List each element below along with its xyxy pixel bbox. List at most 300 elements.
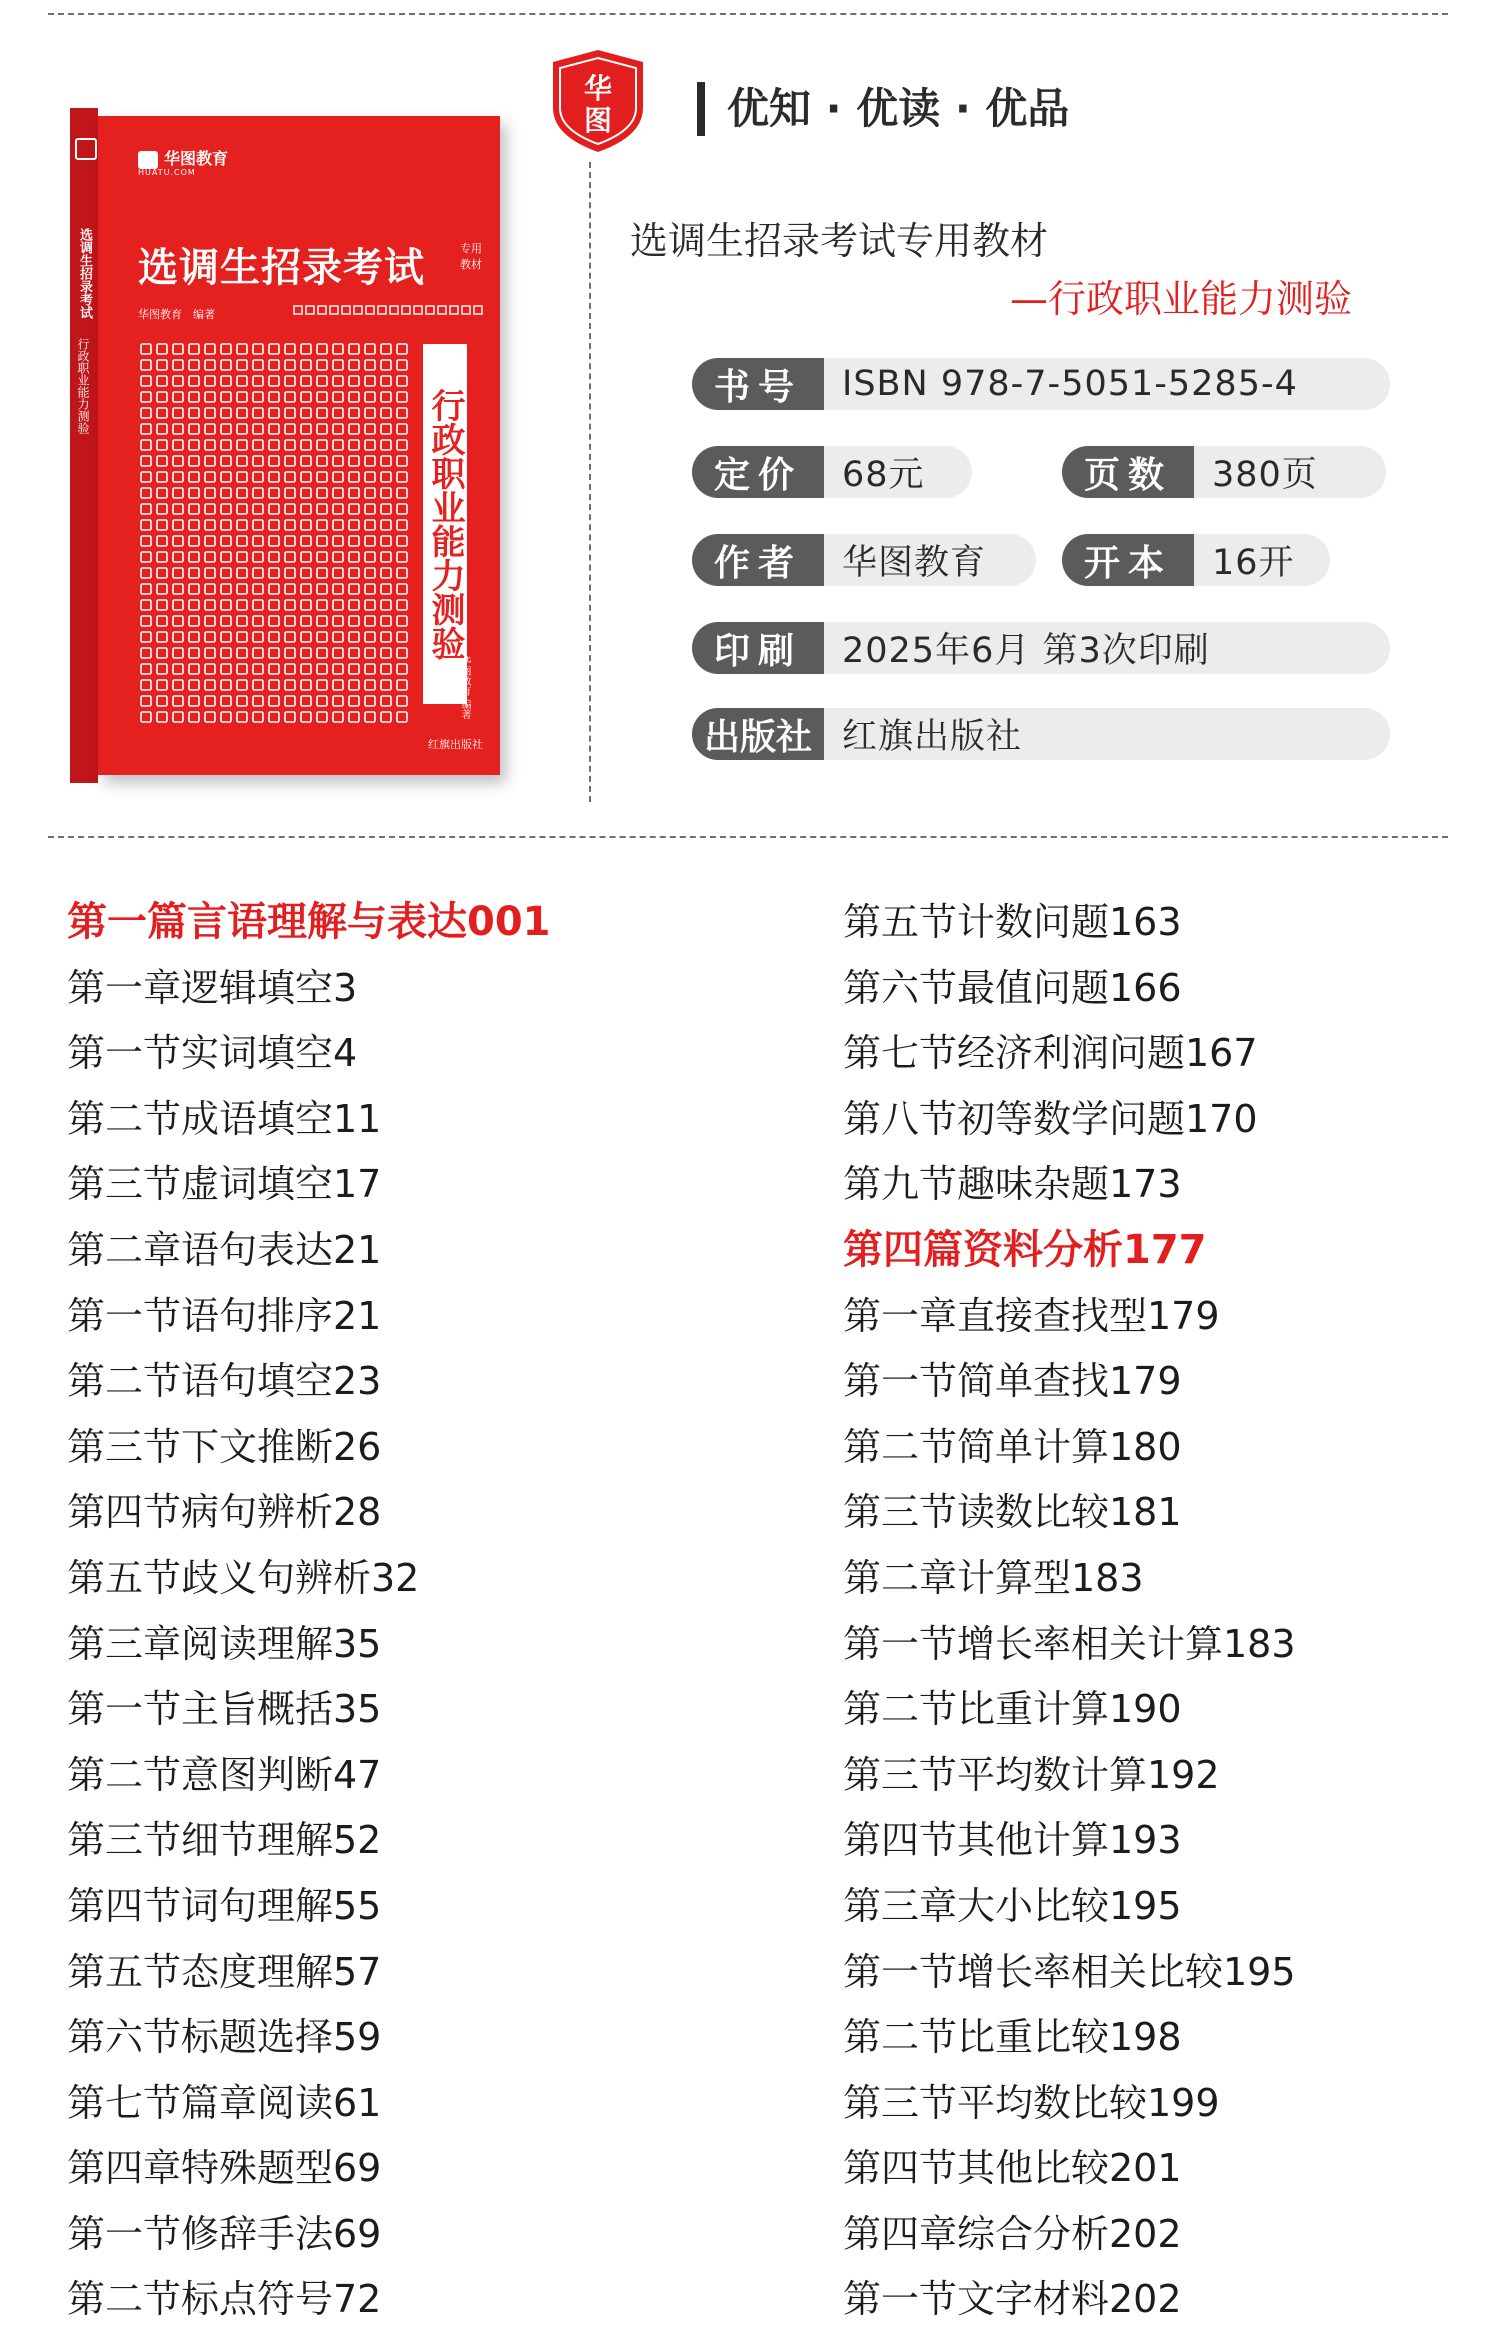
cover-grid-cell — [269, 376, 279, 386]
cover-grid-cell — [397, 456, 407, 466]
cover-grid-cell — [237, 632, 247, 642]
cover-grid-cell — [365, 392, 375, 402]
cover-grid-cell — [205, 632, 215, 642]
cover-grid-cell — [157, 488, 167, 498]
cover-grid-cell — [397, 408, 407, 418]
cover-grid-cell — [349, 424, 359, 434]
cover-grid-cell — [397, 536, 407, 546]
cover-grid-cell — [365, 536, 375, 546]
cover-grid-cell — [397, 360, 407, 370]
cover-grid-cell — [301, 632, 311, 642]
cover-grid-cell — [397, 648, 407, 658]
toc-part-heading: 第四篇资料分析177 — [843, 1226, 1207, 1273]
cover-grid-cell — [349, 712, 359, 722]
cover-grid-cell — [205, 472, 215, 482]
cover-grid-cell — [157, 664, 167, 674]
cover-grid-cell — [301, 344, 311, 354]
cover-grid-cell — [333, 616, 343, 626]
toc-item: 第五节歧义句辨析32 — [67, 1555, 420, 1600]
cover-dot-cell — [426, 306, 434, 314]
toc-item: 第六节标题选择59 — [67, 2015, 382, 2060]
cover-grid-cell — [317, 488, 327, 498]
cover-grid-cell — [237, 360, 247, 370]
cover-grid-cell — [205, 440, 215, 450]
cover-grid-cell — [221, 584, 231, 594]
book-cover — [70, 108, 500, 783]
cover-grid-cell — [157, 504, 167, 514]
cover-grid-cell — [173, 408, 183, 418]
cover-grid-cell — [253, 616, 263, 626]
cover-grid-cell — [333, 376, 343, 386]
cover-grid-cell — [301, 360, 311, 370]
cover-grid-cell — [173, 616, 183, 626]
cover-grid-cell — [333, 520, 343, 530]
pages-label: 页数 — [1062, 446, 1194, 498]
cover-grid-cell — [365, 712, 375, 722]
cover-grid-cell — [189, 584, 199, 594]
cover-grid-cell — [221, 456, 231, 466]
cover-grid-cell — [269, 424, 279, 434]
cover-grid-cell — [269, 392, 279, 402]
cover-grid-cell — [317, 472, 327, 482]
cover-grid-cell — [253, 648, 263, 658]
cover-grid-cell — [189, 440, 199, 450]
slogan: 优知 · 优读 · 优品 — [727, 84, 1070, 133]
cover-grid-cell — [205, 568, 215, 578]
cover-grid-cell — [333, 568, 343, 578]
toc-item: 第三节虚词填空17 — [67, 1162, 382, 1207]
cover-grid-cell — [141, 648, 151, 658]
cover-grid-cell — [301, 376, 311, 386]
cover-grid-cell — [317, 632, 327, 642]
cover-grid-cell — [317, 600, 327, 610]
cover-grid-cell — [189, 536, 199, 546]
toc-item: 第一章直接查找型179 — [843, 1293, 1220, 1338]
cover-grid-cell — [253, 472, 263, 482]
cover-grid-cell — [189, 504, 199, 514]
cover-grid-cell — [269, 632, 279, 642]
cover-grid-cell — [205, 360, 215, 370]
cover-grid-cell — [333, 440, 343, 450]
cover-grid-cell — [333, 536, 343, 546]
cover-grid-cell — [221, 552, 231, 562]
cover-grid-cell — [269, 600, 279, 610]
book-front — [98, 116, 500, 775]
cover-grid-cell — [221, 408, 231, 418]
cover-grid-cell — [141, 520, 151, 530]
cover-grid-cell — [285, 344, 295, 354]
cover-grid-cell — [349, 360, 359, 370]
cover-grid-cell — [381, 632, 391, 642]
isbn-label: 书号 — [692, 358, 824, 410]
publisher-label: 出版社 — [692, 708, 824, 760]
cover-grid-cell — [189, 408, 199, 418]
cover-grid-cell — [269, 680, 279, 690]
cover-grid-cell — [205, 696, 215, 706]
cover-grid-cell — [285, 632, 295, 642]
cover-grid-cell — [397, 584, 407, 594]
cover-grid-cell — [381, 584, 391, 594]
cover-brand: 华图教育 — [164, 149, 229, 168]
cover-dot-cell — [342, 306, 350, 314]
cover-grid-cell — [253, 680, 263, 690]
cover-grid-cell — [333, 344, 343, 354]
cover-grid-cell — [397, 392, 407, 402]
cover-grid-cell — [381, 376, 391, 386]
cover-grid-cell — [317, 344, 327, 354]
cover-grid-cell — [381, 456, 391, 466]
cover-grid-cell — [269, 664, 279, 674]
cover-grid-cell — [269, 584, 279, 594]
cover-grid-cell — [365, 680, 375, 690]
cover-grid-cell — [285, 456, 295, 466]
cover-grid-cell — [349, 456, 359, 466]
cover-grid-cell — [141, 536, 151, 546]
cover-grid-cell — [189, 520, 199, 530]
cover-grid-cell — [253, 408, 263, 418]
cover-grid-cell — [205, 648, 215, 658]
spine-subject: 行政职业能力测验 — [76, 338, 90, 434]
cover-grid-cell — [221, 568, 231, 578]
cover-grid-cell — [381, 552, 391, 562]
cover-grid-cell — [349, 568, 359, 578]
cover-grid-cell — [205, 536, 215, 546]
toc-item: 第七节篇章阅读61 — [67, 2080, 382, 2125]
cover-grid-cell — [301, 472, 311, 482]
cover-grid-cell — [333, 360, 343, 370]
cover-dot-cell — [438, 306, 446, 314]
cover-grid-cell — [221, 712, 231, 722]
cover-grid-cell — [237, 552, 247, 562]
cover-grid-cell — [269, 344, 279, 354]
cover-grid-cell — [269, 472, 279, 482]
cover-grid-cell — [285, 376, 295, 386]
cover-grid-cell — [317, 648, 327, 658]
cover-grid-cell — [317, 408, 327, 418]
cover-dot-cell — [318, 306, 326, 314]
toc-item: 第一节增长率相关计算183 — [843, 1621, 1296, 1666]
cover-grid-cell — [317, 680, 327, 690]
toc-item: 第三节平均数比较199 — [843, 2080, 1220, 2125]
toc-item: 第四章综合分析202 — [843, 2211, 1182, 2256]
cover-grid-cell — [221, 360, 231, 370]
toc-item: 第四章特殊题型69 — [67, 2146, 382, 2191]
cover-subject-title: 行政职业能力测验 — [423, 344, 467, 704]
cover-grid-cell — [269, 648, 279, 658]
cover-grid-cell — [253, 440, 263, 450]
cover-press: 红旗出版社 — [428, 738, 483, 751]
cover-grid-cell — [365, 552, 375, 562]
cover-dot-cell — [306, 306, 314, 314]
cover-grid-cell — [349, 344, 359, 354]
cover-grid-cell — [365, 520, 375, 530]
cover-grid-cell — [157, 552, 167, 562]
cover-grid-cell — [141, 696, 151, 706]
cover-grid-cell — [141, 392, 151, 402]
cover-grid-cell — [253, 664, 263, 674]
cover-grid-cell — [349, 600, 359, 610]
cover-grid-cell — [317, 456, 327, 466]
toc-item: 第五节计数问题163 — [843, 900, 1182, 944]
cover-grid-cell — [301, 696, 311, 706]
toc-item: 第一节简单查找179 — [843, 1359, 1182, 1404]
cover-grid-cell — [157, 712, 167, 722]
toc-item: 第四节病句辨析28 — [67, 1490, 382, 1535]
toc-item: 第九节趣味杂题173 — [843, 1162, 1182, 1207]
cover-grid-cell — [397, 568, 407, 578]
cover-grid-cell — [285, 712, 295, 722]
cover-grid-cell — [333, 424, 343, 434]
cover-grid-cell — [285, 392, 295, 402]
cover-grid-cell — [189, 456, 199, 466]
cover-grid-cell — [173, 680, 183, 690]
toc-item: 第一节文字材料202 — [843, 2277, 1182, 2322]
cover-grid-cell — [397, 520, 407, 530]
cover-grid-cell — [253, 504, 263, 514]
cover-grid-cell — [141, 376, 151, 386]
cover-grid-cell — [285, 504, 295, 514]
cover-grid-cell — [349, 552, 359, 562]
toc-item: 第二节成语填空11 — [67, 1096, 382, 1141]
cover-grid-cell — [397, 376, 407, 386]
cover-grid-cell — [333, 696, 343, 706]
cover-grid-cell — [317, 392, 327, 402]
cover-grid-cell — [301, 616, 311, 626]
cover-grid-cell — [365, 616, 375, 626]
cover-grid-cell — [173, 600, 183, 610]
cover-grid-cell — [141, 504, 151, 514]
cover-grid-cell — [397, 600, 407, 610]
cover-grid-cell — [205, 616, 215, 626]
cover-grid-cell — [157, 536, 167, 546]
cover-grid-cell — [253, 360, 263, 370]
cover-grid-cell — [381, 664, 391, 674]
cover-grid-cell — [141, 664, 151, 674]
cover-grid-cell — [333, 664, 343, 674]
format-label: 开本 — [1062, 534, 1194, 586]
isbn-value: ISBN 978-7-5051-5285-4 — [842, 364, 1298, 404]
cover-grid-cell — [157, 680, 167, 690]
cover-grid-cell — [333, 472, 343, 482]
cover-logo — [138, 146, 228, 169]
cover-grid-cell — [173, 552, 183, 562]
cover-grid-cell — [157, 456, 167, 466]
cover-grid-cell — [237, 584, 247, 594]
cover-grid-cell — [221, 504, 231, 514]
toc-item: 第六节最值问题166 — [843, 965, 1182, 1010]
cover-grid-cell — [397, 664, 407, 674]
format-value: 16开 — [1212, 543, 1295, 583]
huatu-badge-icon — [543, 46, 653, 156]
cover-grid-cell — [381, 696, 391, 706]
cover-title: 选调生招录考试 — [138, 245, 425, 291]
cover-grid-cell — [253, 424, 263, 434]
cover-grid-cell — [221, 616, 231, 626]
cover-grid-cell — [173, 392, 183, 402]
cover-grid-cell — [333, 712, 343, 722]
cover-grid-cell — [397, 616, 407, 626]
format-pill — [1062, 534, 1330, 586]
cover-grid-cell — [173, 504, 183, 514]
cover-grid-cell — [285, 536, 295, 546]
cover-grid-cell — [397, 504, 407, 514]
cover-grid-cell — [141, 600, 151, 610]
cover-grid-cell — [269, 360, 279, 370]
cover-grid-cell — [301, 664, 311, 674]
cover-grid-cell — [205, 376, 215, 386]
cover-grid-cell — [301, 392, 311, 402]
cover-grid-cell — [189, 664, 199, 674]
badge-text-top: 华 — [583, 72, 613, 105]
cover-grid-cell — [301, 552, 311, 562]
cover-grid-cell — [237, 664, 247, 674]
cover-grid-cell — [157, 648, 167, 658]
cover-dot-cell — [450, 306, 458, 314]
cover-grid-cell — [285, 664, 295, 674]
cover-grid-cell — [285, 408, 295, 418]
cover-grid-cell — [285, 584, 295, 594]
cover-grid-cell — [205, 488, 215, 498]
cover-grid-cell — [205, 392, 215, 402]
cover-grid-cell — [285, 360, 295, 370]
cover-grid-cell — [349, 440, 359, 450]
spine-logo — [75, 138, 97, 160]
cover-grid-cell — [269, 568, 279, 578]
cover-grid-cell — [349, 616, 359, 626]
cover-grid-cell — [189, 376, 199, 386]
book-spine — [70, 108, 98, 783]
cover-grid-cell — [237, 536, 247, 546]
cover-grid-cell — [189, 696, 199, 706]
cover-grid-cell — [301, 536, 311, 546]
cover-grid-cell — [189, 568, 199, 578]
cover-grid-cell — [189, 424, 199, 434]
printing-pill — [692, 622, 1390, 674]
isbn-pill — [692, 358, 1390, 410]
cover-dot-cell — [414, 306, 422, 314]
cover-grid-cell — [317, 520, 327, 530]
cover-grid-cell — [237, 440, 247, 450]
toc-item: 第二节简单计算180 — [843, 1424, 1182, 1469]
cover-grid-cell — [269, 408, 279, 418]
cover-grid-cell — [253, 520, 263, 530]
cover-grid-cell — [349, 392, 359, 402]
cover-grid-cell — [333, 552, 343, 562]
cover-grid-cell — [173, 360, 183, 370]
cover-grid-cell — [157, 376, 167, 386]
cover-grid-cell — [349, 584, 359, 594]
cover-grid-cell — [365, 648, 375, 658]
cover-grid-cell — [349, 520, 359, 530]
cover-grid-cell — [285, 696, 295, 706]
toc-item: 第二节意图判断47 — [67, 1752, 382, 1797]
cover-dot-cell — [294, 306, 302, 314]
cover-grid-cell — [317, 568, 327, 578]
cover-grid-cell — [349, 376, 359, 386]
heading-line2: —行政职业能力测验 — [1010, 277, 1353, 321]
cover-grid-cell — [253, 488, 263, 498]
cover-author-note: 华图教育 编著 — [459, 656, 470, 720]
cover-grid-cell — [397, 440, 407, 450]
cover-grid-cell — [237, 456, 247, 466]
cover-grid-cell — [237, 520, 247, 530]
cover-grid-cell — [333, 488, 343, 498]
cover-grid-cell — [157, 616, 167, 626]
cover-grid-cell — [189, 360, 199, 370]
toc-right-column — [843, 890, 1296, 2333]
cover-grid-cell — [173, 456, 183, 466]
toc-item: 第八节初等数学问题170 — [843, 1096, 1258, 1141]
cover-grid-cell — [317, 440, 327, 450]
cover-grid-cell — [381, 536, 391, 546]
cover-grid-cell — [349, 472, 359, 482]
cover-grid-cell — [237, 696, 247, 706]
toc-item: 第一节语句排序21 — [67, 1293, 382, 1338]
cover-grid-cell — [189, 616, 199, 626]
cover-grid-cell — [381, 680, 391, 690]
cover-grid-cell — [205, 424, 215, 434]
cover-grid-cell — [301, 456, 311, 466]
cover-grid-cell — [221, 696, 231, 706]
toc-item: 第二章语句表达21 — [67, 1227, 382, 1272]
cover-grid-cell — [365, 344, 375, 354]
cover-grid-cell — [237, 568, 247, 578]
cover-grid-cell — [349, 664, 359, 674]
cover-grid-cell — [285, 424, 295, 434]
cover-grid-cell — [365, 504, 375, 514]
cover-grid-cell — [269, 552, 279, 562]
cover-grid-cell — [237, 344, 247, 354]
cover-grid-cell — [221, 472, 231, 482]
cover-grid-cell — [157, 600, 167, 610]
cover-grid-cell — [189, 600, 199, 610]
cover-grid-cell — [237, 488, 247, 498]
cover-grid-cell — [141, 488, 151, 498]
cover-grid-cell — [205, 344, 215, 354]
cover-grid-cell — [157, 696, 167, 706]
cover-grid-cell — [301, 424, 311, 434]
cover-grid-cell — [205, 600, 215, 610]
cover-grid-cell — [317, 360, 327, 370]
cover-grid-cell — [381, 472, 391, 482]
cover-dot-cell — [402, 306, 410, 314]
pages-pill — [1062, 446, 1386, 498]
cover-grid-cell — [317, 584, 327, 594]
cover-grid-cell — [301, 680, 311, 690]
cover-grid-cell — [397, 680, 407, 690]
cover-grid-cell — [205, 504, 215, 514]
cover-grid-cell — [173, 520, 183, 530]
cover-grid-cell — [157, 360, 167, 370]
cover-grid-cell — [301, 520, 311, 530]
cover-grid-cell — [333, 600, 343, 610]
cover-grid-cell — [333, 456, 343, 466]
cover-grid-cell — [173, 344, 183, 354]
cover-grid-cell — [365, 696, 375, 706]
heading-line1: 选调生招录考试专用教材 — [630, 219, 1049, 263]
cover-grid-cell — [221, 488, 231, 498]
cover-grid-cell — [205, 520, 215, 530]
cover-grid-cell — [301, 568, 311, 578]
cover-grid-cell — [141, 472, 151, 482]
publisher-pill — [692, 708, 1390, 760]
cover-grid-cell — [397, 696, 407, 706]
cover-grid-cell — [157, 632, 167, 642]
cover-grid-cell — [221, 424, 231, 434]
cover-grid-cell — [253, 376, 263, 386]
cover-grid-cell — [381, 648, 391, 658]
cover-dots-pattern — [293, 304, 483, 318]
